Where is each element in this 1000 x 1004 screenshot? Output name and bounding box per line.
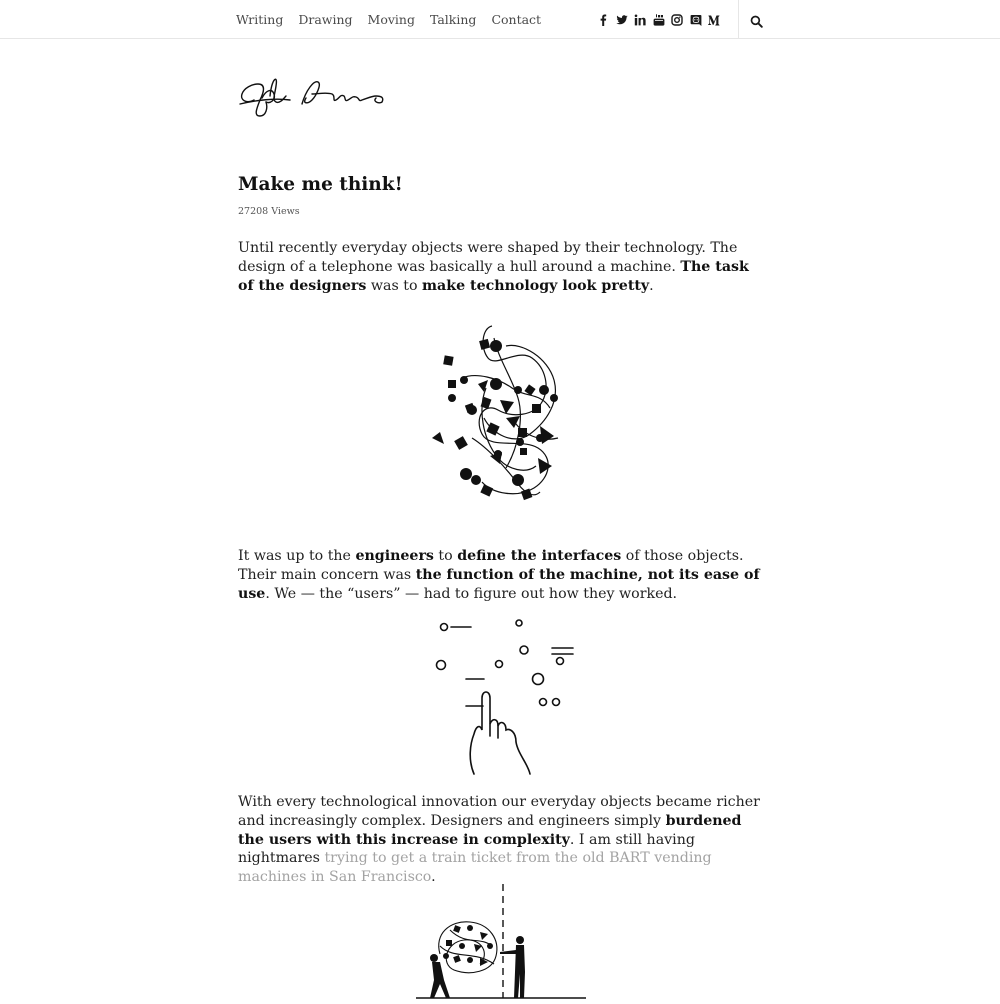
paragraph-3 [238,793,768,887]
linkedin-icon[interactable] [634,14,646,26]
main-nav [236,0,556,39]
youtube-icon[interactable] [653,14,665,26]
social-links [597,0,727,39]
paragraph-2 [238,547,768,603]
p1-text-c: . [649,277,654,294]
signature-logo[interactable] [236,70,396,124]
discord-icon[interactable] [690,14,702,26]
twitter-icon[interactable] [616,14,628,26]
p2-text-b: to [433,548,458,564]
p2-text-c: of those objects. Their main concern was [238,548,744,583]
p3-text-c: . [431,869,436,886]
top-bar [0,0,1000,39]
p2-text-a: It was up to the [238,548,356,564]
bart-link[interactable]: trying to get a train ticket from the old BART vending machines in San Francisco [238,850,712,886]
medium-icon[interactable] [708,14,720,26]
illustration-figures-tangle [410,880,590,1000]
p3-text-b: . I am still having nightmares [238,831,695,867]
search-icon[interactable] [750,13,763,26]
p2-text-d: . We — the “users” — had to figure out how they worked. [265,585,678,602]
nav-contact[interactable]: Contact [491,12,542,27]
nav-moving[interactable]: Moving [367,12,415,27]
facebook-icon[interactable] [597,14,609,26]
p2-bold-a: engineers [355,548,434,564]
nav-divider [738,0,739,39]
illustration-tangle [422,318,572,508]
instagram-icon[interactable] [671,14,683,26]
p2-bold-b: define the interfaces [457,548,622,564]
p3-text-a: With every technological innovation our everyday objects became richer and increasingly complex. Designers and engineers simply [238,794,760,829]
nav-drawing[interactable]: Drawing [298,12,353,27]
p1-text-b: was to [366,277,423,294]
paragraph-1 [238,239,768,295]
p1-bold-b: make technology look pretty [422,277,650,294]
nav-writing[interactable]: Writing [236,12,284,27]
p1-text-a: Until recently everyday objects were shaped by their technology. The design of a telephone was basically a hull around a machine. [238,240,738,275]
p1-bold-a: The task of the designers [238,258,749,294]
nav-talking[interactable]: Talking [429,12,477,27]
p3-bold-a: burdened the users with this increase in complexity [238,812,742,848]
page-title: Make me think! [238,174,403,195]
illustration-pointing-hand [430,614,580,779]
view-count: 27208 Views [238,206,300,217]
p2-bold-c: the function of the machine, not its ease of use [238,566,760,602]
